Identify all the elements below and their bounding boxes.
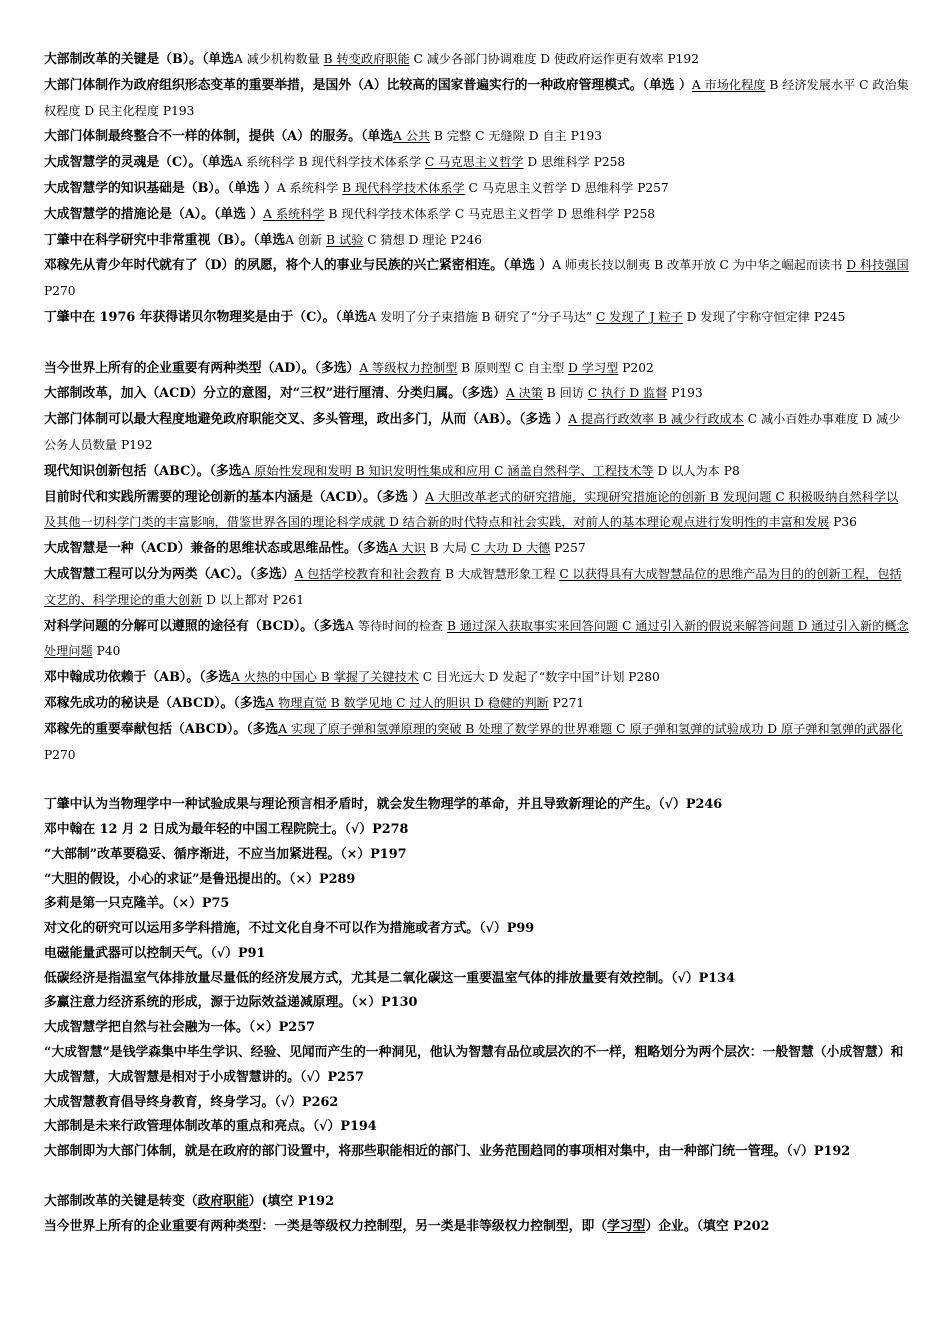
answer-option: D 科技强国 <box>846 258 909 273</box>
question-stem: 目前时代和实践所需要的理论创新的基本内涵是（ACD）。（多选 ） <box>44 489 426 505</box>
document-page <box>44 47 910 1239</box>
option-text: P270 <box>44 284 76 299</box>
judgment-item: 邓中翰在 12 月 2 日成为最年轻的中国工程院院士。（√）P278 <box>44 821 409 837</box>
fill-text: 大部制改革的关键是转变（ <box>44 1193 198 1209</box>
option-text: B 大成智慧形象工程 <box>441 566 560 581</box>
question-stem: 大成智慧学的措施论是（A）。（单选 ） <box>44 206 264 222</box>
question-item <box>44 665 910 691</box>
option-text: A 系统科学 B 现代科学技术体系学 <box>233 155 426 170</box>
multiple-choice-section <box>44 356 910 769</box>
fill-blank-section <box>44 1190 910 1240</box>
question-stem: 丁肇中在 1976 年获得诺贝尔物理奖是由于（C）。（单选 <box>44 309 368 325</box>
question-stem: 对科学问题的分解可以遵照的途径有（BCD）。（多选 <box>44 618 346 634</box>
option-text: A 创新 <box>285 232 327 247</box>
option-text: B 经济发展水平 C 政治集权程度 D 民主化程度 P193 <box>44 77 909 118</box>
judgment-item: 大部制即为大部门体制，就是在政府的部门设置中，将那些职能相近的部门、业务范围趋同的事项相对集中，由一种部门统一管理。（√）P192 <box>44 1144 851 1160</box>
judgment-item: 低碳经济是指温室气体排放量尽量低的经济发展方式，尤其是二氧化碳这一重要温室气体的排放量要有效控制。（√）P134 <box>44 970 735 986</box>
judgment-item: 多莉是第一只克隆羊。（×）P75 <box>44 896 230 912</box>
option-text: P40 <box>92 644 121 659</box>
question-item <box>44 228 910 254</box>
option-text: A 发明了分子束措施 B 研究了“分子马达” <box>367 309 596 324</box>
option-text: B 完整 C 无缝隙 D 自主 P193 <box>430 129 603 144</box>
option-text: B 原则型 C 自主型 <box>457 360 569 375</box>
question-item <box>44 73 910 125</box>
question-stem: 邓稼先的重要奉献包括（ABCD）。（多选 <box>44 721 279 737</box>
judgment-item: 对文化的研究可以运用多学科措施，不过文化自身不可以作为措施或者方式。（√）P99 <box>44 921 535 937</box>
fill-text: 当今世界上所有的企业重要有两种类型：一类是等级权力控制型，另一类是非等级权力控制型，即（ <box>44 1218 608 1234</box>
judgment-item: 丁肇中认为当物理学中一种试验成果与理论预言相矛盾时，就会发生物理学的革命，并且导致新理论的产生。（√）P246 <box>44 797 723 813</box>
option-text: B 大局 <box>425 541 471 556</box>
answer-option: C 马克思主义哲学 <box>425 155 524 170</box>
option-text: P193 <box>667 386 703 401</box>
answer-option: D 学习型 <box>568 360 619 375</box>
fill-text: ）(填空 P192 <box>248 1193 334 1209</box>
judgment-item: 大成智慧教育倡导终身教育，终身学习。（√）P262 <box>44 1094 339 1110</box>
question-stem: 大成智慧是一种（ACD）兼备的思维状态或思维品性。（多选 <box>44 541 389 557</box>
option-text: P202 <box>618 360 654 375</box>
answer-option: B 试验 <box>326 232 364 247</box>
question-item <box>44 614 910 666</box>
option-text: B 回访 <box>542 386 588 401</box>
judgment-item: “大部制”改革要稳妥、循序渐进，不应当加紧进程。（×）P197 <box>44 846 407 862</box>
answer-option: A 公共 <box>393 129 431 144</box>
answer-option: A 火热的中国心 B 掌握了关键技术 <box>231 670 419 685</box>
answer-option: A 物理直觉 B 数学见地 C 过人的胆识 D 稳健的判断 <box>265 695 549 710</box>
question-item <box>44 717 910 769</box>
question-item <box>44 202 910 228</box>
answer-option: A 决策 <box>505 386 543 401</box>
option-text: C 马克思主义哲学 D 思维科学 P257 <box>464 180 669 195</box>
answer-option: A 等级权力控制型 <box>359 360 458 375</box>
question-item <box>44 176 910 202</box>
question-item <box>44 150 910 176</box>
option-text: P36 <box>829 515 857 530</box>
answer-option: A 系统科学 <box>263 206 325 221</box>
option-text: C 减小百姓办事难度 D 减少公务人员数量 P192 <box>44 412 901 452</box>
question-item <box>44 562 910 614</box>
judgment-item: 电磁能量武器可以控制天气。（√）P91 <box>44 945 266 961</box>
question-item <box>44 305 910 331</box>
question-item <box>44 253 910 305</box>
question-stem: 大部制改革，加入（ACD）分立的意图，对“三权”进行厘清、分类归属。（多选） <box>44 386 506 402</box>
option-text: D 发现了宇称守恒定律 P245 <box>682 309 846 324</box>
question-stem: 当今世界上所有的企业重要有两种类型（AD）。（多选） <box>44 360 360 376</box>
question-stem: 大成智慧学的灵魂是（C）。（单选 <box>44 155 234 171</box>
question-item <box>44 47 910 73</box>
answer-option: B 通过深入获取事实来回答问题 C 通过引入新的假说来解答问题 D 通过引入新的概念处理问题 <box>44 618 909 659</box>
answer-option: C 执行 D 监督 <box>587 386 668 401</box>
question-stem: 大成智慧学的知识基础是（B）。（单选 ） <box>44 180 277 196</box>
option-text: D 以人为本 P8 <box>653 463 740 478</box>
option-text: A 师夷长技以制夷 B 改革开放 C 为中华之崛起而读书 <box>552 258 847 273</box>
option-text: P271 <box>548 695 585 710</box>
question-item <box>44 459 910 485</box>
question-item <box>44 691 910 717</box>
blank-answer: 政府职能 <box>197 1193 249 1209</box>
option-text: P270 <box>44 747 76 762</box>
question-stem: 邓稼先成功的秘诀是（ABCD）。（多选 <box>44 695 266 711</box>
answer-option: A 实现了原子弹和氢弹原理的突破 B 处理了数学界的世界难题 C 原子弹和氢弹的试验成功 D 原子弹和氢弹的武器化 <box>278 721 903 736</box>
judgment-item: 大成智慧学把自然与社会融为一体。（×）P257 <box>44 1020 316 1036</box>
question-stem: 大部制改革的关键是（B）。（单选 <box>44 52 234 67</box>
question-stem: 大部门体制最终整合不一样的体制，提供（A）的服务。（单选 <box>44 129 394 145</box>
answer-option: A 大识 <box>388 541 426 556</box>
question-stem: 大成智慧工程可以分为两类（AC）。（多选） <box>44 566 295 582</box>
section-gap <box>44 1165 910 1190</box>
answer-option: C 以获得具有大成智慧品位的思维产品为目的的创新工程，包括文艺的、科学理论的重大创新 <box>44 566 902 607</box>
question-stem: 大部门体制可以最大程度地避免政府职能交叉、多头管理，政出多门，从而（AB）。（多选 ） <box>44 412 569 428</box>
judgment-item: 大部制是未来行政管理体制改革的重点和亮点。（√）P194 <box>44 1119 377 1135</box>
option-text: C 目光远大 D 发起了“数字中国”计划 P280 <box>418 670 660 685</box>
question-stem: 现代知识创新包括（ABC）。（多选 <box>44 463 242 479</box>
judgment-item: “大胆的假设，小心的求证”是鲁迅提出的。（×）P289 <box>44 871 356 887</box>
judgment-item: “大成智慧”是钱学森集中毕生学识、经验、见闻而产生的一种洞见，他认为智慧有品位或层次的不一样，粗略划分为两个层次：一般智慧（小成智慧）和大成智慧，大成智慧是相对于小成智慧讲的。（√）P257 <box>44 1045 904 1085</box>
fill-blank-item <box>44 1190 910 1215</box>
question-item <box>44 356 910 382</box>
blank-answer: 学习型 <box>607 1218 646 1234</box>
option-text: D 思维科学 P258 <box>523 155 626 170</box>
question-item <box>44 407 910 459</box>
question-stem: 丁肇中在科学研究中非常重视（B）。（单选 <box>44 232 286 248</box>
answer-option: C 大功 D 大德 <box>470 541 551 556</box>
section-gap <box>44 768 910 793</box>
option-text: C 减少各部门协调难度 D 使政府运作更有效率 P192 <box>409 52 699 66</box>
true-false-section <box>44 793 910 1165</box>
question-item <box>44 124 910 150</box>
answer-option: B 转变政府职能 <box>323 52 410 66</box>
answer-option: A 包括学校教育和社会教育 <box>294 566 442 581</box>
question-stem: 邓稼先从青少年时代就有了（D）的夙愿，将个人的事业与民族的兴亡紧密相连。（单选 ） <box>44 258 553 274</box>
answer-option: A 大胆改革老式的研究措施，实现研究措施论的创新 B 发现问题 C 积极吸纳自然科学以及其他一切科学门类的丰富影响，借鉴世界各国的理论科学成就 D 结合新的时代特点和社会实践，对前人的基本理论观点进行发明性的丰富和发展 <box>44 489 899 530</box>
answer-option: B 现代科学技术体系学 <box>342 180 465 195</box>
answer-option: C 发现了 J 粒子 <box>595 309 683 324</box>
option-text: C 猜想 D 理论 P246 <box>363 232 483 247</box>
option-text: A 等待时间的检查 <box>345 618 447 633</box>
option-text: D 以上都对 P261 <box>202 592 305 607</box>
option-text: B 现代科学技术体系学 C 马克思主义哲学 D 思维科学 P258 <box>324 206 655 221</box>
section-gap <box>44 331 910 356</box>
question-item <box>44 536 910 562</box>
judgment-item: 多赢注意力经济系统的形成，源于边际效益递减原理。（×）P130 <box>44 995 418 1011</box>
fill-text: ）企业。（填空 P202 <box>645 1218 770 1234</box>
answer-option: A 原始性发现和发明 B 知识发明性集成和应用 C 涵盖自然科学、工程技术等 <box>241 463 654 478</box>
answer-option: A 提高行政效率 B 减少行政成本 <box>568 412 744 427</box>
answer-option: A 市场化程度 <box>691 77 766 92</box>
question-stem: 大部门体制作为政府组织形态变革的重要举措，是国外（A）比较高的国家普遍实行的一种政府管理模式。（单选 ） <box>44 77 692 93</box>
fill-blank-item <box>44 1215 910 1240</box>
question-item <box>44 381 910 407</box>
single-choice-section <box>44 47 910 331</box>
option-text: A 系统科学 <box>276 180 343 195</box>
option-text: P257 <box>550 541 586 556</box>
question-item <box>44 485 910 537</box>
question-stem: 邓中翰成功依赖于（AB）。（多选 <box>44 670 232 686</box>
option-text: A 减少机构数量 <box>233 52 324 66</box>
